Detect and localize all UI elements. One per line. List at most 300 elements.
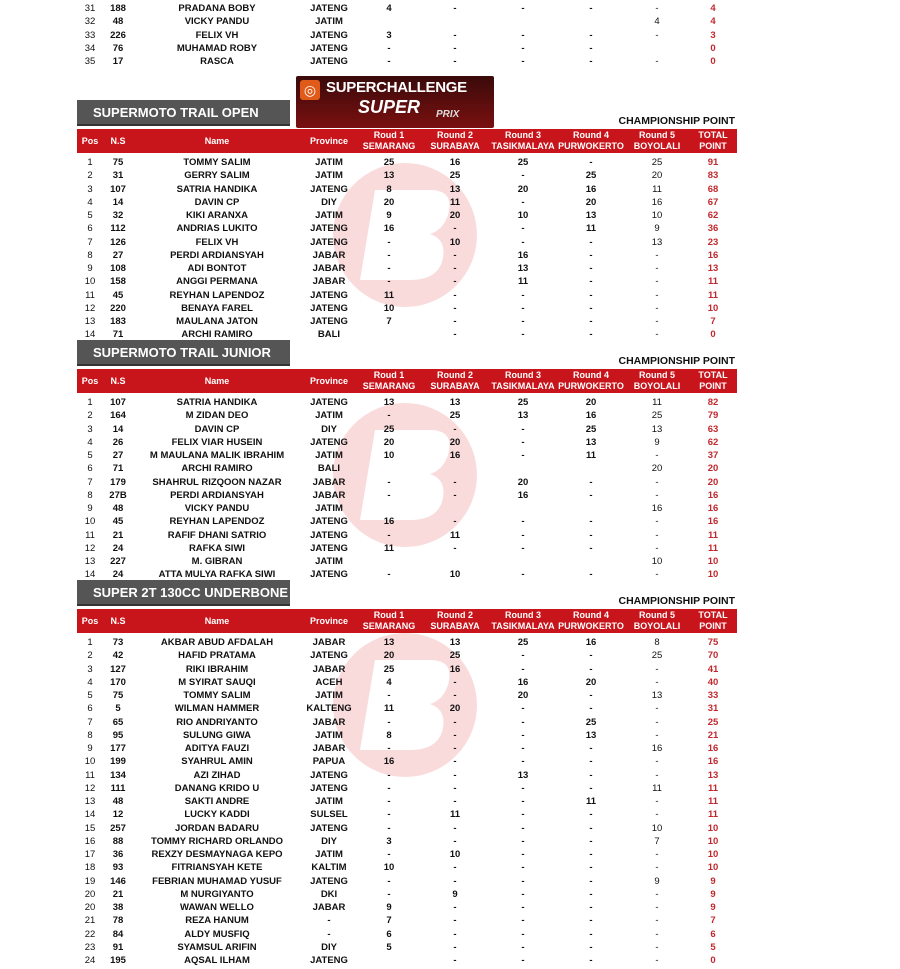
ns-cell: 127 [110,663,126,675]
round3-cell: - [521,569,525,581]
round3-cell: - [521,663,525,675]
province-cell: JATIM [315,556,343,567]
ns-cell: 93 [112,862,124,874]
round5-cell: - [655,569,659,581]
round3-cell: 13 [517,769,529,781]
header-line: Round 3 [505,370,541,380]
table-row [77,782,737,795]
header-ns: N.S [110,376,126,386]
header-pos: Pos [81,616,99,626]
round2-cell: 20 [449,210,461,221]
ns-cell: 73 [112,637,124,648]
ns-cell: 12 [112,809,124,821]
pos-cell: 10 [84,516,96,528]
pos-cell: 17 [84,849,96,860]
ns-cell: 48 [112,16,124,28]
round1-cell: 10 [383,302,395,314]
table-row [77,275,737,288]
province-cell: JATENG [310,289,348,301]
table-row [77,209,737,222]
ns-cell: 91 [112,941,124,953]
ns-cell: 14 [112,423,124,435]
table-row [77,196,737,209]
round3-cell: - [521,902,525,913]
round2-cell: - [453,769,457,781]
name-cell: PERDI ARDIANSYAH [170,249,264,261]
header-round4 [557,369,625,392]
round1-cell: - [387,476,391,488]
total-point-cell: 6 [710,928,716,940]
table-row [77,502,737,515]
round5-cell: - [655,703,659,715]
ns-cell: 257 [110,822,126,834]
round5-cell: 16 [651,196,663,208]
table-row [77,396,737,409]
round4-cell: - [589,542,593,554]
province-cell: JABAR [312,249,346,261]
round2-cell: - [453,329,457,341]
round2-cell: - [453,423,457,435]
ns-cell: 45 [112,516,124,528]
round1-cell: - [387,809,391,821]
header-line: Round 2 [437,610,473,620]
round5-cell: - [655,249,659,261]
round2-cell: - [453,249,457,261]
round2-cell: 11 [449,809,461,821]
round5-cell: - [655,955,659,966]
name-cell: BENAYA FAREL [181,302,253,314]
round4-cell: - [589,690,593,701]
round5-cell: - [655,276,659,288]
round1-cell: 25 [383,663,395,675]
total-point-cell: 10 [707,862,719,874]
round4-cell: - [589,3,593,14]
section-title: SUPERMOTO TRAIL JUNIOR [77,340,290,366]
total-point-cell: 11 [707,276,719,288]
province-cell: JATIM [315,729,343,741]
total-point-cell: 7 [710,316,716,327]
round1-cell: - [387,529,391,541]
name-cell: MAULANA JATON [176,316,258,327]
round5-cell: 10 [651,822,663,834]
ns-cell: 14 [112,196,124,208]
table-row [77,222,737,235]
province-cell: JATENG [310,56,348,67]
round5-cell: 11 [652,183,662,195]
table-row [77,835,737,848]
province-cell: JABAR [312,637,346,648]
name-cell: FEBRIAN MUHAMAD YUSUF [152,875,282,887]
name-cell: SYAHRUL AMIN [181,756,253,768]
round2-cell: - [453,289,457,301]
round3-cell: - [521,729,525,741]
table-row [77,289,737,302]
total-point-cell: 0 [710,56,716,67]
pos-cell: 4 [87,196,93,208]
ns-cell: 126 [110,236,126,248]
total-point-cell: 21 [707,729,719,741]
table-row [77,302,737,315]
round4-cell: - [589,955,593,966]
pos-cell: 11 [85,529,95,541]
round3-cell: - [521,703,525,715]
name-cell: WILMAN HAMMER [174,703,260,715]
header-line: SEMARANG [362,141,416,151]
ns-cell: 45 [112,289,124,301]
round3-cell: 16 [517,676,529,688]
province-cell: - [327,928,331,940]
header-line: Round 4 [573,370,609,380]
round4-cell: - [589,276,593,288]
province-cell: JATIM [315,157,343,168]
total-point-cell: 11 [707,529,719,541]
province-cell: JABAR [312,743,346,754]
total-point-cell: 0 [710,42,716,54]
round1-cell: - [387,782,391,794]
round3-cell: - [521,542,525,554]
name-cell: FELIX VIAR HUSEIN [171,436,263,448]
pos-cell: 5 [87,450,93,461]
province-cell: JATIM [315,410,343,422]
header-line: Round 3 [505,130,541,140]
province-cell: JATENG [310,875,348,887]
header-name: Name [204,136,230,146]
name-cell: TOMMY SALIM [183,690,251,701]
pos-cell: 4 [87,676,93,688]
round2-cell: - [453,729,457,741]
header-province: Province [309,376,349,386]
round1-cell: - [387,263,391,274]
total-point-cell: 83 [707,170,719,182]
ns-cell: 21 [112,888,124,900]
pos-cell: 3 [87,663,93,675]
ns-cell: 111 [110,782,126,794]
round4-cell: - [589,516,593,528]
round2-cell: - [453,223,457,235]
total-point-cell: 37 [707,450,719,461]
total-point-cell: 33 [707,690,719,701]
name-cell: ARCHI RAMIRO [181,463,253,475]
province-cell: JATENG [310,542,348,554]
round2-cell: - [453,941,457,953]
round5-cell: - [655,450,659,461]
round5-cell: - [655,289,659,301]
name-cell: AQSAL ILHAM [184,955,250,966]
total-point-cell: 20 [707,476,719,488]
name-cell: REXZY DESMAYNAGA KEPO [151,849,283,860]
pos-cell: 34 [84,42,96,54]
round3-cell: - [521,888,525,900]
round5-cell: - [655,716,659,728]
round2-cell: 9 [452,888,458,900]
header-total [689,609,737,632]
table-row [77,515,737,528]
name-cell: SYAMSUL ARIFIN [177,941,257,953]
round4-cell: 11 [585,223,597,235]
table-header [77,129,737,153]
pos-cell: 33 [84,29,96,41]
logo-line1: SUPERCHALLENGE [326,79,467,96]
table-row [77,729,737,742]
header-province: Province [309,616,349,626]
round2-cell: - [453,3,457,14]
round2-cell: - [453,782,457,794]
total-point-cell: 25 [707,716,719,728]
pos-cell: 14 [84,329,96,341]
table-row [77,555,737,568]
ns-cell: 134 [110,769,126,781]
province-cell: JATIM [315,690,343,701]
pos-cell: 15 [84,822,96,834]
round2-cell: 10 [449,569,461,581]
pos-cell: 9 [87,743,93,754]
round4-cell: - [589,703,593,715]
table-row [77,822,737,835]
total-point-cell: 16 [707,503,719,514]
table-row [77,755,737,768]
province-cell: JATENG [310,29,348,41]
round3-cell: - [521,302,525,314]
pos-cell: 8 [87,489,93,501]
round1-cell: 16 [383,516,395,528]
round1-cell: - [387,769,391,781]
superchallenge-logo [296,76,494,128]
pos-cell: 5 [87,690,93,701]
pos-cell: 10 [84,756,96,768]
province-cell: JATIM [315,210,343,221]
province-cell: - [327,915,331,927]
ns-cell: 227 [110,556,126,567]
header-line: Round 5 [639,370,675,380]
pos-cell: 20 [84,902,96,913]
round1-cell: 20 [383,436,395,448]
province-cell: JATENG [310,397,348,408]
ns-cell: 183 [110,316,126,327]
province-cell: JATENG [310,569,348,581]
round2-cell: - [453,690,457,701]
total-point-cell: 16 [707,743,719,754]
round4-cell: - [589,316,593,327]
round3-cell: - [521,716,525,728]
round5-cell: - [655,756,659,768]
round3-cell: - [521,955,525,966]
round5-cell: - [655,542,659,554]
pos-cell: 14 [84,809,96,821]
name-cell: REYHAN LAPENDOZ [169,516,265,528]
header-round4 [557,609,625,632]
round4-cell: - [589,875,593,887]
table-row [77,663,737,676]
pos-cell: 5 [87,210,93,221]
round2-cell: - [453,489,457,501]
round4-cell: - [589,663,593,675]
pos-cell: 13 [84,796,96,807]
table-row [77,914,737,927]
pos-cell: 24 [84,955,96,966]
pos-cell: 12 [84,542,96,554]
name-cell: GERRY SALIM [184,170,250,182]
round3-cell: - [521,436,525,448]
round4-cell: 16 [585,183,597,195]
round3-cell: - [521,756,525,768]
ns-cell: 195 [110,955,126,966]
round5-cell: - [655,263,659,274]
round5-cell: - [655,56,659,67]
name-cell: SAKTI ANDRE [184,796,250,807]
header-line: Roud 1 [373,610,405,620]
pos-cell: 9 [87,263,93,274]
ns-cell: 17 [112,56,124,67]
round4-cell: 25 [585,170,597,182]
total-point-cell: 11 [707,782,719,794]
total-point-cell: 11 [707,796,719,807]
pos-cell: 16 [84,835,96,847]
ns-cell: 84 [112,928,124,940]
round3-cell: - [521,450,525,461]
round1-cell: 4 [386,676,392,688]
name-cell: RAFIF DHANI SATRIO [167,529,267,541]
round5-cell: - [655,3,659,14]
province-cell: JATENG [310,236,348,248]
table-row [77,315,737,328]
province-cell: JATENG [310,183,348,195]
ns-cell: 177 [110,743,126,754]
header-line: PURWOKERTO [558,141,624,151]
total-point-cell: 70 [707,650,719,662]
round4-cell: - [589,822,593,834]
pos-cell: 2 [87,410,93,422]
round2-cell: - [453,835,457,847]
total-point-cell: 4 [710,3,716,14]
total-point-cell: 5 [710,941,716,953]
header-round3 [489,369,557,392]
province-cell: DIY [321,835,337,847]
ns-cell: 170 [110,676,126,688]
province-cell: JATENG [310,316,348,327]
round5-cell: - [655,516,659,528]
ns-cell: 88 [112,835,124,847]
championship-point-label: CHAMPIONSHIP POINT [618,595,735,607]
round5-cell: - [655,796,659,807]
total-point-cell: 3 [710,29,716,41]
header-line: SURABAYA [430,381,480,391]
table-row [77,716,737,729]
round2-cell: - [453,302,457,314]
header-line: Roud 1 [373,370,405,380]
round5-cell: 13 [651,236,663,248]
pos-cell: 1 [87,397,93,408]
round4-cell: - [589,782,593,794]
round1-cell: 13 [383,397,395,408]
round1-cell: - [387,56,391,67]
pos-cell: 21 [84,915,96,927]
table-row [77,156,737,169]
name-cell: M NURGIYANTO [180,888,254,900]
round4-cell: - [589,302,593,314]
ns-cell: 146 [110,875,126,887]
pos-cell: 22 [84,928,96,940]
header-line: Round 3 [505,610,541,620]
name-cell: ALDY MUSFIQ [184,928,250,940]
header-round3 [489,129,557,152]
table-row [77,409,737,422]
round5-cell: - [655,489,659,501]
round3-cell: 13 [517,263,529,274]
round5-cell: 9 [654,436,660,448]
province-cell: SULSEL [310,809,348,821]
ns-cell: 164 [110,410,126,422]
pos-cell: 31 [84,3,96,14]
header-line: Round 2 [437,370,473,380]
round2-cell: 11 [449,529,461,541]
province-cell: JATIM [315,170,343,182]
name-cell: SHAHRUL RIZQOON NAZAR [152,476,282,488]
round2-cell: 16 [449,450,461,461]
header-line: TASIKMALAYA [491,381,555,391]
round1-cell: 6 [386,928,392,940]
round3-cell: 11 [517,276,529,288]
header-round5 [625,369,689,392]
name-cell: SATRIA HANDIKA [176,183,258,195]
round1-cell: 9 [386,210,392,221]
round5-cell: - [655,729,659,741]
round5-cell: - [655,663,659,675]
province-cell: JATENG [310,3,348,14]
round3-cell: - [521,196,525,208]
province-cell: JATIM [315,503,343,514]
round3-cell: 20 [517,183,529,195]
total-point-cell: 67 [707,196,719,208]
round3-cell: 16 [517,489,529,501]
pos-cell: 6 [87,463,93,475]
header-line: BOYOLALI [633,381,681,391]
round2-cell: - [453,29,457,41]
table-row [77,449,737,462]
province-cell: JATENG [310,769,348,781]
round5-cell: 9 [654,875,660,887]
table-row [77,183,737,196]
round3-cell: - [521,796,525,807]
header-line: POINT [699,141,727,151]
round3-cell: - [521,236,525,248]
province-cell: JATENG [310,529,348,541]
round2-cell: 13 [449,637,461,648]
pos-cell: 23 [84,941,96,953]
round2-cell: - [453,875,457,887]
round2-cell: 13 [449,397,461,408]
round3-cell: - [521,875,525,887]
round1-cell: - [387,236,391,248]
name-cell: HAFID PRATAMA [178,650,256,662]
ns-cell: 107 [110,183,126,195]
round1-cell: - [387,42,391,54]
round4-cell: - [589,56,593,67]
name-cell: WAWAN WELLO [180,902,254,913]
total-point-cell: 13 [707,769,719,781]
name-cell: ARCHI RAMIRO [181,329,253,341]
ns-cell: 21 [112,529,124,541]
table-row [77,875,737,888]
round2-cell: 10 [449,236,461,248]
round1-cell: 7 [386,915,392,927]
header-line: Round 4 [573,130,609,140]
province-cell: JATENG [310,436,348,448]
province-cell: JABAR [312,902,346,913]
ns-cell: 112 [110,223,126,235]
round3-cell: - [521,529,525,541]
round2-cell: 20 [449,436,461,448]
section-title: SUPERMOTO TRAIL OPEN [77,100,290,126]
